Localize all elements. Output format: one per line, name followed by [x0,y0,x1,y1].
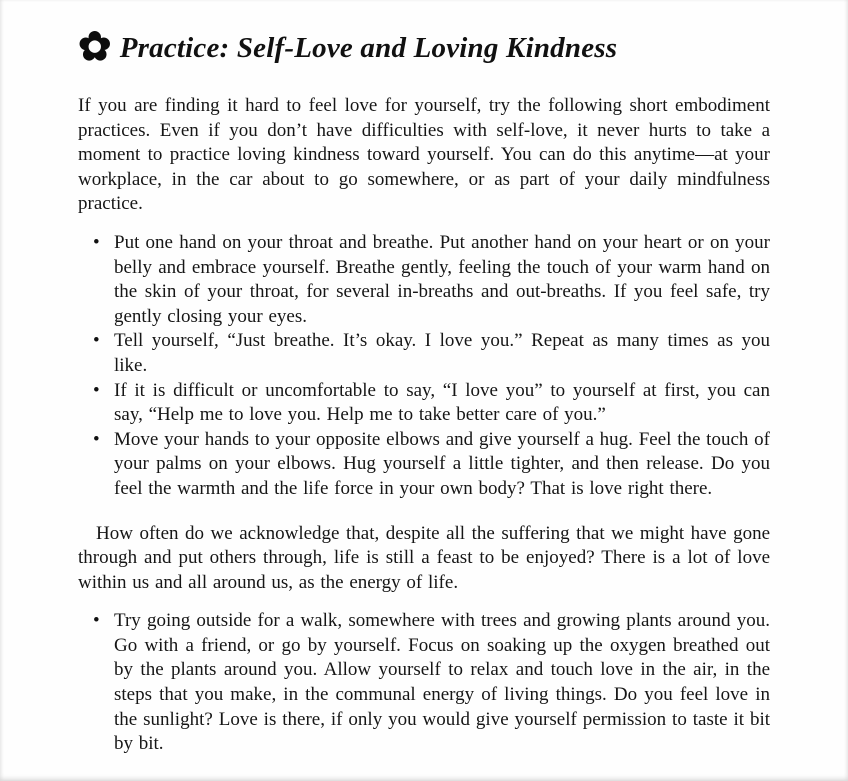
intro-paragraph: If you are finding it hard to feel love for yourself, try the following short embodiment practices. Even if you don’t have difficulties with self-love, it never hurts to take a moment to practice loving kindness toward yourself. You can do this anytime—at your workplace, in the car about to go somewhere, or as part of your daily mindfulness practice. [78,95,770,215]
practice-bullet-list-2 [78,609,770,757]
section-heading [78,24,770,69]
section-title: Practice: Self-Love and Loving Kindness [119,31,618,64]
list-item: • Tell yourself, “Just breathe. It’s okay. I love you.” Repeat as many times as you like. [114,329,770,378]
flower-ornament-icon: ✿ [78,24,112,69]
list-item: • If it is difficult or uncomfortable to say, “I love you” to yourself at first, you can say, “Help me to love you. Help me to take better care of you.” [114,379,770,428]
middle-paragraph: How often do we acknowledge that, despite all the suffering that we might have gone through and put others through, life is still a feast to be enjoyed? There is a lot of love within us and all around us, as the energy of life. [78,522,770,593]
list-item: • Put one hand on your throat and breathe. Put another hand on your heart or on your belly and embrace yourself. Breathe gently, feeling the touch of your warm hand on the skin of your throat, for several in-breaths and out-breaths. If you feel safe, try gently closing your eyes. [114,231,770,329]
list-item: • Try going outside for a walk, somewhere with trees and growing plants around you. Go with a friend, or go by yourself. Focus on soaking up the oxygen breathed out by the plants around you. Allow yourself to relax and touch love in the air, in the steps that you make, in the communal energy of living things. Do you feel love in the sunlight? Love is there, if only you would give yourself permission to taste it bit by bit. [114,609,770,757]
practice-bullet-list-1 [78,231,770,502]
list-item: • Move your hands to your opposite elbows and give yourself a hug. Feel the touch of your palms on your elbows. Hug yourself a little tighter, and then release. Do you feel the warmth and the life force in your own body? That is love right there. [114,428,770,502]
